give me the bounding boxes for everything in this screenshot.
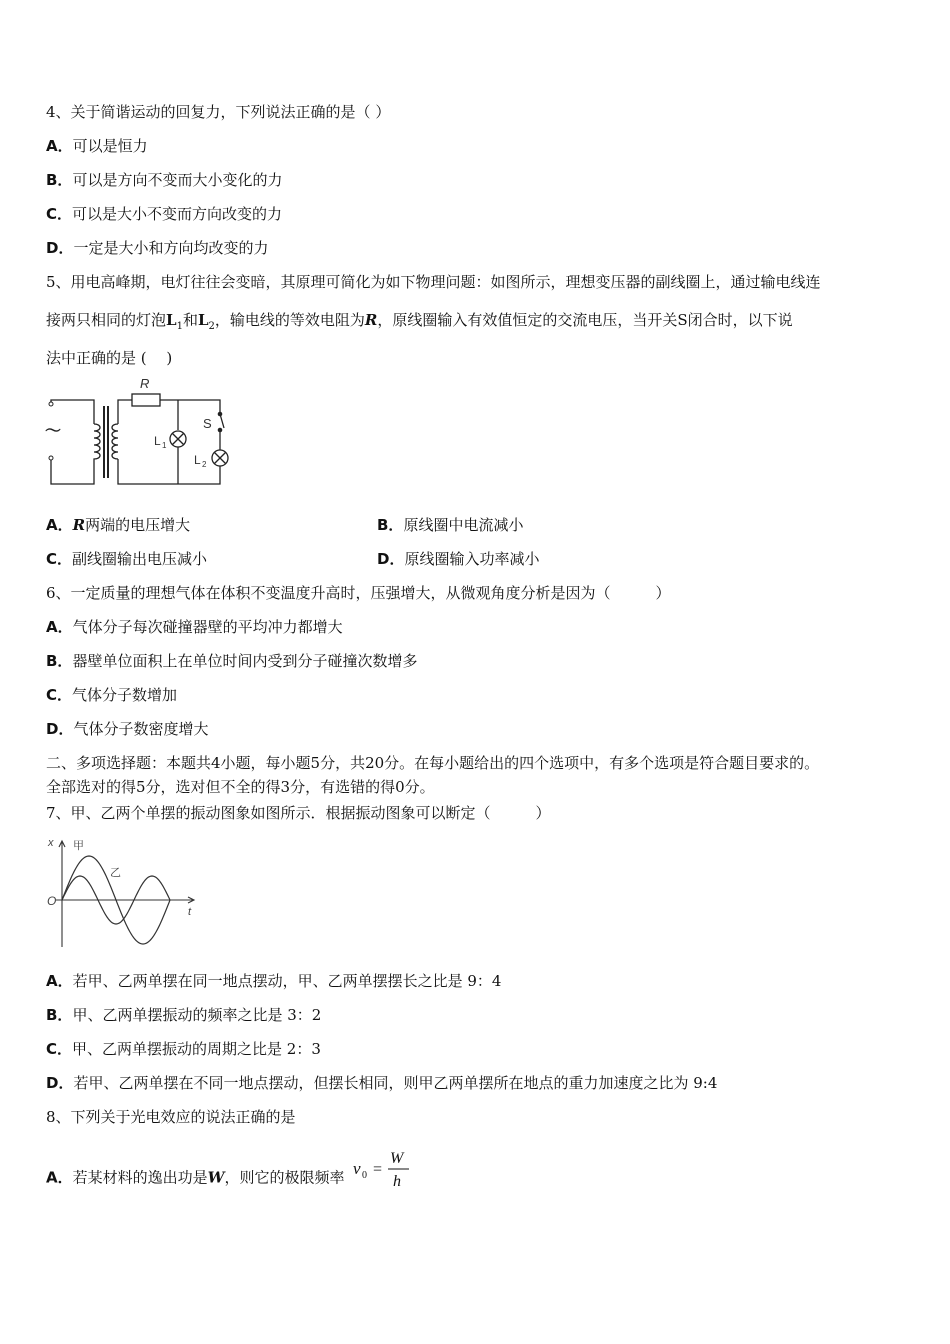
q6-stem: 6、一定质量的理想气体在体积不变温度升高时，压强增大，从微观角度分析是因为（ ） [46, 584, 671, 602]
q8-option-a [46, 1148, 413, 1209]
formula-equals: = [373, 1161, 383, 1178]
oscillation-graph [42, 832, 202, 952]
q6-option-d [46, 719, 208, 739]
lamp1-label: L [154, 434, 161, 448]
q8-stem: 8、下列关于光电效应的说法正确的是 [46, 1108, 296, 1126]
series-jia-label: 甲 [73, 840, 84, 852]
option-text: 若某材料的逸出功是 [72, 1168, 208, 1187]
option-label: C． [46, 1040, 73, 1058]
q5-stem-text: 和 [182, 311, 198, 329]
primary-wire-bottom [51, 458, 94, 484]
series-yi-label: 乙 [110, 867, 121, 879]
q5-stem-line3: 法中正确的是 ( ) [46, 349, 173, 367]
option-label: C． [46, 550, 73, 568]
lamp2-symbol: L [197, 311, 209, 329]
q7-option-c [46, 1039, 321, 1059]
section2-heading-line2: 全部选对的得5分，选对但不全的得3分，有选错的得0分。 [46, 778, 435, 796]
option-text: 若甲、乙两单摆在不同一地点摆动，但摆长相同，则甲乙两单摆所在地点的重力加速度之比为 9:4 [73, 1074, 718, 1092]
q5-option-b [377, 515, 523, 535]
option-text: 气体分子数密度增大 [73, 720, 209, 738]
option-text: 气体分子数增加 [72, 686, 178, 704]
q5-option-d [377, 549, 539, 569]
input-terminal [49, 402, 53, 406]
option-text: 若甲、乙两单摆在同一地点摆动，甲、乙两单摆摆长之比是 9：4 [72, 972, 502, 990]
option-label: A． [46, 618, 73, 636]
resistor-variable: R [72, 516, 86, 534]
option-label: D． [46, 239, 74, 257]
option-text: 原线圈输入功率减小 [404, 550, 540, 568]
q5-stem-line2 [46, 310, 793, 337]
formula-denominator: h [393, 1173, 402, 1190]
lamp2-subscript: 2 [208, 321, 215, 332]
lamp1-label-sub: 1 [162, 441, 167, 450]
q7-option-d [46, 1073, 717, 1093]
option-label: D． [377, 550, 405, 568]
x-axis-label: x [48, 837, 54, 849]
q7-stem: 7、甲、乙两个单摆的振动图象如图所示．根据振动图象可以断定（ ） [46, 804, 551, 822]
input-terminal [49, 456, 53, 460]
option-label: D． [46, 1074, 74, 1092]
formula-numerator: W [390, 1150, 404, 1167]
q6-option-b [46, 651, 417, 671]
resistor-variable: R [364, 311, 378, 329]
q5-stem-text: ，输电线的等效电阻为 [214, 311, 365, 329]
ac-source-icon: ～ [45, 423, 62, 440]
option-label: A． [46, 1168, 73, 1187]
option-text: 气体分子每次碰撞器壁的平均冲力都增大 [72, 618, 343, 636]
oscillation-graph-figure [42, 832, 202, 952]
lamp2-label: L [194, 453, 201, 467]
option-text: 副线圈输出电压减小 [72, 550, 208, 568]
q5-stem-text: ，原线圈输入有效值恒定的交流电压，当开关S闭合时，以下说 [377, 311, 793, 329]
option-text: 两端的电压增大 [85, 516, 191, 534]
q7-option-a [46, 971, 501, 991]
secondary-wire-top [118, 400, 132, 424]
option-label: B． [46, 652, 73, 670]
lamp2-label-sub: 2 [202, 460, 207, 469]
origin-label: O [47, 894, 57, 908]
q4-option-d [46, 238, 268, 258]
option-text: 可以是恒力 [72, 137, 148, 155]
option-label: D． [46, 720, 74, 738]
q6-option-c [46, 685, 177, 705]
secondary-coil [112, 424, 118, 459]
section2-heading-line1: 二、多项选择题：本题共4小题，每小题5分，共20分。在每小题给出的四个选项中，有多个选项是符合题目要求的。 [46, 754, 820, 772]
option-text: 器壁单位面积上在单位时间内受到分子碰撞次数增多 [72, 652, 418, 670]
option-text: 可以是方向不变而大小变化的力 [72, 171, 283, 189]
option-text: 可以是大小不变而方向改变的力 [72, 205, 283, 223]
circuit-diagram [40, 374, 240, 492]
lamp1-symbol: L [166, 311, 177, 329]
primary-coil [94, 424, 100, 464]
work-function-variable: W [207, 1168, 225, 1187]
formula-lhs: v [353, 1159, 361, 1178]
q5-stem-line1: 5、用电高峰期，电灯往往会变暗，其原理可简化为如下物理问题：如图所示，理想变压器的副线圈上，通过输电线连 [46, 273, 821, 291]
switch-terminal [218, 412, 223, 417]
q4-option-c [46, 204, 282, 224]
q4-option-a [46, 136, 148, 156]
q6-option-a [46, 617, 343, 637]
primary-wire-top [51, 400, 94, 424]
q5-stem-text: 接两只相同的灯泡 [46, 311, 167, 329]
switch-label: S [203, 416, 212, 431]
option-label: C． [46, 205, 73, 223]
q5-option-c [46, 549, 207, 569]
q4-stem: 4、关于简谐运动的回复力，下列说法正确的是（ ） [46, 103, 391, 121]
option-text: 原线圈中电流减小 [403, 516, 524, 534]
q5-option-a [46, 515, 190, 535]
q7-option-b [46, 1005, 321, 1025]
option-label: A． [46, 516, 73, 534]
option-label: B． [46, 171, 73, 189]
threshold-frequency-formula [351, 1148, 413, 1209]
lamp1-subscript: 1 [176, 321, 183, 332]
option-label: C． [46, 686, 73, 704]
resistor-label: R [140, 376, 150, 391]
transformer-circuit-figure [40, 374, 240, 492]
option-label: B． [377, 516, 404, 534]
option-label: A． [46, 972, 73, 990]
option-text: 甲、乙两单摆振动的周期之比是 2：3 [72, 1040, 321, 1058]
option-text: 一定是大小和方向均改变的力 [73, 239, 269, 257]
resistor [132, 394, 160, 406]
formula-subscript: 0 [362, 1170, 368, 1181]
t-axis-label: t [188, 906, 192, 918]
option-label: A． [46, 137, 73, 155]
option-text: 甲、乙两单摆振动的频率之比是 3：2 [72, 1006, 322, 1024]
option-label: B． [46, 1006, 73, 1024]
top-wire [160, 400, 220, 412]
formula-graphic [351, 1148, 413, 1192]
option-text: ，则它的极限频率 [224, 1168, 345, 1187]
switch-terminal [218, 428, 223, 433]
q4-option-b [46, 170, 282, 190]
